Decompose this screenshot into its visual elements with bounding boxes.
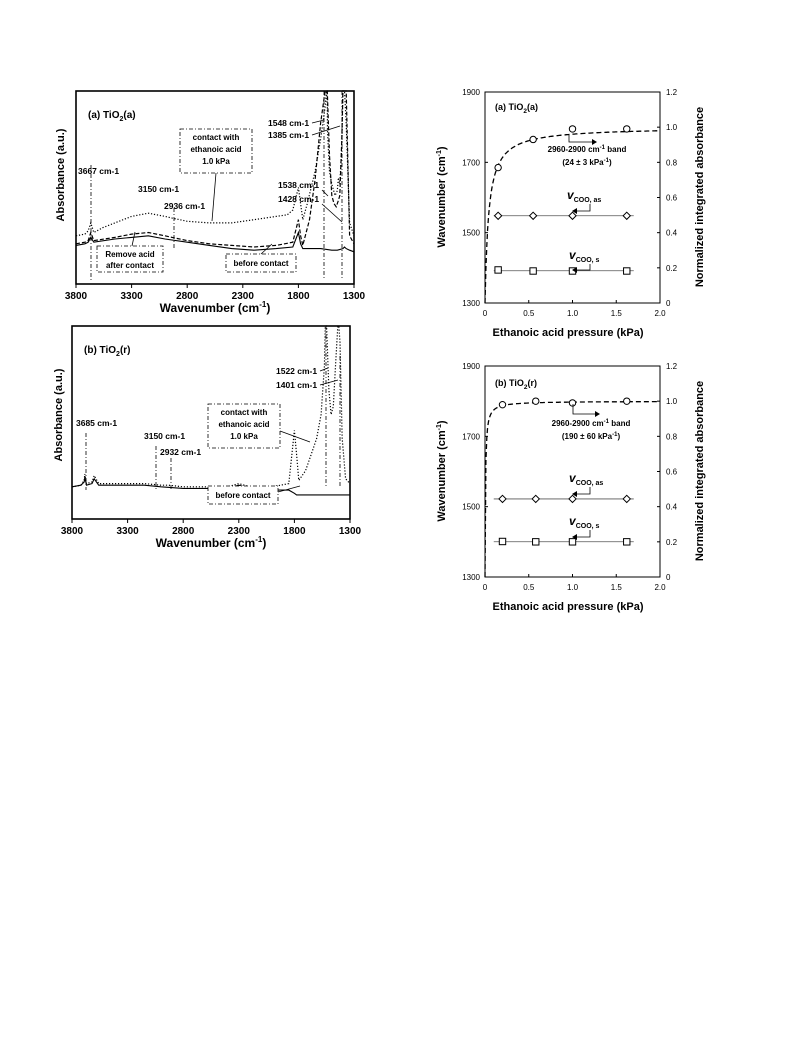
- x-tick-layer: [61, 519, 362, 537]
- data-point-circle: [495, 164, 501, 170]
- y-axis-label: Absorbance (a.u.): [53, 368, 65, 462]
- y-tick-label: 1900: [462, 362, 480, 371]
- data-point-circle: [569, 126, 575, 132]
- x-tick-label: 2800: [176, 291, 199, 302]
- as-label: $v_{COO, as}$: [569, 471, 604, 487]
- spectra-chart-b-svg: [40, 318, 380, 558]
- spectra-chart-b: [40, 318, 380, 558]
- x-axis-label: Ethanoic acid pressure (kPa): [492, 601, 644, 613]
- pressure-chart-a-svg: [425, 82, 725, 344]
- peak-label-2932: 2932 cm-1: [160, 447, 202, 457]
- y2-tick-label: 0.4: [666, 502, 678, 512]
- data-point-diamond: [530, 212, 537, 219]
- y2-axis-label: Normalized integrated absorbance: [694, 106, 706, 288]
- chart-title: (a) TiO$_2$(a): [495, 102, 538, 115]
- peak-label-3667: 3667 cm-1: [78, 166, 120, 176]
- peak-label-1548: 1548 cm-1: [268, 118, 310, 128]
- x-tick-label: 3300: [120, 291, 143, 302]
- data-point-diamond: [623, 495, 630, 502]
- contact-label-line1: contact with: [220, 408, 268, 417]
- data-point-diamond: [569, 212, 576, 219]
- peak-arrow-1428: [322, 204, 342, 222]
- y-tick-label: 1300: [462, 573, 480, 582]
- y2-tick-label: 1.0: [666, 397, 678, 407]
- contact-label-line3: 1.0 kPa: [230, 432, 258, 441]
- contact-label-line2: ethanoic acid: [190, 145, 242, 154]
- peak-arrow-1401: [320, 380, 338, 385]
- spectra-chart-a-svg: [40, 80, 380, 320]
- data-point-square: [495, 267, 501, 273]
- y-tick-label: 1700: [462, 432, 480, 442]
- data-point-diamond: [623, 212, 630, 219]
- y2-tick-label: 0.2: [666, 537, 678, 547]
- x-axis-label: Wavenumber $(cm^{-1})$: [159, 300, 271, 315]
- before-arrow: [278, 486, 300, 492]
- y-tick-label: 1300: [462, 299, 480, 308]
- peak-label-3150: 3150 cm-1: [144, 431, 186, 441]
- x-tick-label: 3300: [116, 526, 139, 537]
- peak-arrow-1548: [312, 120, 324, 123]
- y2-tick-label: 0.2: [666, 263, 678, 273]
- data-point-circle: [499, 401, 505, 407]
- data-point-diamond: [569, 495, 576, 502]
- x-tick-label: 1.5: [610, 583, 622, 592]
- contact-arrow: [280, 431, 310, 442]
- y2-tick-label: 0.4: [666, 228, 678, 238]
- band-label-line1: 2960-2900 $cm^{-1}$ band: [547, 145, 627, 154]
- peak-arrow-1385: [312, 126, 340, 135]
- remove-label-line2: after contact: [105, 261, 155, 270]
- x-tick-label: 0: [482, 309, 488, 318]
- data-point-diamond: [532, 495, 539, 502]
- y2-tick-label: 0.8: [666, 158, 678, 168]
- x-tick-label: 2.0: [654, 583, 666, 592]
- contact-label-line3: 1.0 kPa: [202, 157, 230, 166]
- x-tick-label: 1.5: [610, 309, 622, 318]
- s-label-arrow: [577, 530, 590, 537]
- y2-tick-label: 0.8: [666, 432, 678, 442]
- peak-label-3150: 3150 cm-1: [138, 184, 180, 194]
- s-label-arrow: [577, 264, 590, 270]
- s-label: $v_{COO, s}$: [569, 514, 600, 530]
- peak-arrow-1538: [322, 190, 328, 196]
- band-label-arrowhead: [595, 411, 600, 417]
- data-point-circle: [530, 136, 536, 142]
- y-axis-label: Absorbance (a.u.): [55, 128, 67, 222]
- band-label-arrow: [573, 404, 595, 414]
- x-tick-label: 1800: [287, 291, 310, 302]
- x-tick-label: 0: [482, 583, 488, 592]
- contact-arrow: [212, 173, 216, 221]
- x-tick-label: 0.5: [523, 583, 535, 592]
- y-axis-label: Wavenumber $(cm^{-1})$: [436, 420, 448, 522]
- x-tick-label: 1.0: [566, 583, 579, 592]
- y2-tick-label: 1.0: [666, 123, 678, 133]
- as-label-arrow: [577, 487, 590, 494]
- plot-layer: [462, 88, 677, 318]
- s-label: $v_{COO, s}$: [569, 248, 600, 264]
- y-tick-label: 1700: [462, 158, 480, 168]
- data-point-square: [624, 268, 630, 274]
- x-tick-label: 3800: [64, 291, 88, 302]
- pressure-chart-b-svg: [425, 356, 725, 618]
- band-label-line2: (24 ± 3 kPa$^{-1}$): [562, 158, 612, 167]
- data-point-circle: [624, 126, 630, 132]
- peak-label-3685: 3685 cm-1: [76, 418, 118, 428]
- chart-title: (b) TiO$_2$(r): [84, 345, 131, 358]
- as-label: $v_{COO, as}$: [567, 188, 602, 204]
- y2-tick-label: 0.6: [666, 193, 678, 203]
- peak-label-1385: 1385 cm-1: [268, 130, 310, 140]
- x-tick-label: 1800: [283, 526, 306, 537]
- data-point-diamond: [499, 495, 506, 502]
- peak-label-1522: 1522 cm-1: [276, 366, 318, 376]
- pressure-chart-b: [425, 356, 725, 618]
- band-label-line2: (190 ± 60 kPa$^{-1}$): [561, 432, 621, 441]
- as-label-arrow: [577, 204, 590, 211]
- y-tick-label: 1900: [462, 88, 480, 97]
- peak-label-1401: 1401 cm-1: [276, 380, 318, 390]
- before-label: before contact: [215, 491, 271, 500]
- peak-label-1538: 1538 cm-1: [278, 180, 320, 190]
- x-tick-label: 2300: [227, 526, 250, 537]
- y-tick-label: 1500: [462, 228, 480, 238]
- data-point-square: [624, 539, 630, 545]
- x-tick-label: 1300: [338, 526, 362, 537]
- x-tick-label: 2.0: [654, 309, 666, 318]
- spectra-chart-a: [40, 80, 380, 320]
- chart-title: (a) TiO$_2$(a): [88, 110, 136, 123]
- y-axis-label: Wavenumber $(cm^{-1})$: [436, 146, 448, 248]
- x-tick-label: 1300: [342, 291, 366, 302]
- x-tick-label: 0.5: [523, 309, 535, 318]
- data-point-square: [499, 538, 505, 544]
- y2-axis-label: Normalized integrated absorbance: [694, 380, 706, 562]
- y2-tick-label: 0: [666, 573, 671, 582]
- contact-label-line2: ethanoic acid: [218, 420, 270, 429]
- remove-label-line1: Remove acid: [105, 250, 155, 259]
- y-tick-label: 1500: [462, 502, 480, 512]
- x-tick-label: 1.0: [566, 309, 579, 318]
- contact-label-line1: contact with: [192, 133, 240, 142]
- chart-title: (b) TiO$_2$(r): [495, 378, 537, 391]
- peak-label-1428: 1428 cm-1: [278, 194, 320, 204]
- pressure-chart-a: [425, 82, 725, 344]
- data-point-square: [530, 268, 536, 274]
- x-tick-label: 2800: [172, 526, 195, 537]
- y2-tick-label: 0: [666, 299, 671, 308]
- data-point-circle: [533, 398, 539, 404]
- data-point-square: [569, 539, 575, 545]
- band-label-arrow: [569, 134, 592, 142]
- y2-tick-label: 1.2: [666, 88, 678, 97]
- x-tick-layer: [65, 284, 366, 302]
- x-axis-label: Ethanoic acid pressure (kPa): [492, 327, 644, 339]
- x-axis-label: Wavenumber $(cm^{-1})$: [155, 535, 267, 550]
- band-label-line1: 2960-2900 $cm^{-1}$ band: [551, 419, 631, 428]
- data-point-circle: [569, 400, 575, 406]
- y2-tick-label: 0.6: [666, 467, 678, 477]
- peak-label-2936: 2936 cm-1: [164, 201, 206, 211]
- before-label: before contact: [233, 259, 289, 268]
- data-point-diamond: [495, 212, 502, 219]
- x-tick-label: 3800: [60, 526, 84, 537]
- data-point-circle: [624, 398, 630, 404]
- y2-tick-label: 1.2: [666, 362, 678, 371]
- x-tick-label: 2300: [231, 291, 254, 302]
- data-point-square: [533, 539, 539, 545]
